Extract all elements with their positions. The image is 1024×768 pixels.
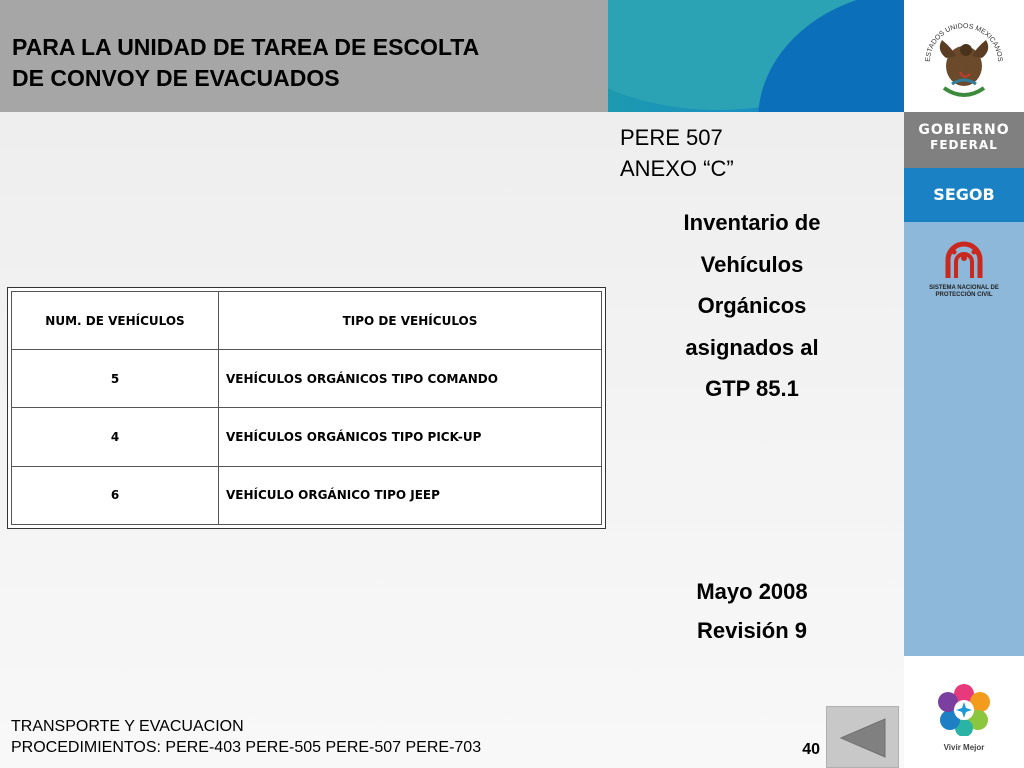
decorative-blue-band	[608, 0, 904, 112]
gobierno-federal-panel	[904, 112, 1024, 168]
mexican-coat-of-arms-icon	[916, 10, 1012, 104]
vivir-mejor-logo	[932, 684, 996, 752]
cell-num: 6	[12, 466, 219, 524]
vivir-mejor-panel	[904, 656, 1024, 768]
doc-ref-line1: PERE 507	[620, 125, 723, 150]
footer-line1: TRANSPORTE Y EVACUACION	[11, 718, 244, 735]
inventory-line2: Vehículos	[700, 251, 804, 277]
slide-title-line2: DE CONVOY DE EVACUADOS	[12, 65, 340, 91]
inventory-line3: Orgánicos	[697, 293, 807, 318]
document-reference	[620, 122, 734, 184]
date-revision-block	[632, 572, 872, 650]
footer	[11, 716, 481, 758]
table-row	[12, 408, 602, 466]
vehicles-table-frame	[7, 287, 606, 529]
back-button[interactable]	[826, 706, 899, 768]
table-row	[12, 350, 602, 408]
vivir-mejor-label: Vivir Mejor	[943, 743, 985, 752]
segob-panel: SEGOB	[904, 168, 1024, 222]
cell-type: VEHÍCULOS ORGÁNICOS TIPO PICK-UP	[219, 408, 602, 466]
cell-type: VEHÍCULOS ORGÁNICOS TIPO COMANDO	[219, 350, 602, 408]
revision-label: Revisión 9	[696, 618, 808, 643]
inventory-line1: Inventario de	[683, 210, 821, 235]
table-header-row	[12, 292, 602, 350]
proteccion-civil-line2: PROTECCIÓN CIVIL	[935, 292, 993, 298]
cell-num: 5	[12, 350, 219, 408]
footer-line2: PROCEDIMIENTOS: PERE-403 PERE-505 PERE-507 PERE-703	[11, 739, 482, 756]
table-row	[12, 466, 602, 524]
triangle-left-icon	[839, 717, 887, 759]
inventory-line5: GTP 85.1	[705, 376, 799, 401]
seal-text: ESTADOS UNIDOS MEXICANOS	[924, 22, 1004, 62]
slide-title	[12, 32, 608, 94]
cell-type: VEHÍCULO ORGÁNICO TIPO JEEP	[219, 466, 602, 524]
page-number: 40	[802, 741, 820, 758]
column-header-type: TIPO DE VEHÍCULOS	[219, 292, 602, 350]
sidebar-light-panel	[904, 222, 1024, 656]
inventory-heading	[632, 202, 872, 410]
sidebar	[904, 0, 1024, 768]
vivir-mejor-flower-icon	[932, 684, 996, 736]
proteccion-civil-logo	[924, 240, 1004, 299]
cell-num: 4	[12, 408, 219, 466]
doc-ref-line2: ANEXO “C”	[620, 156, 734, 181]
vehicles-table	[11, 291, 602, 525]
seal-panel	[904, 0, 1024, 112]
gobierno-label: GOBIERNO	[918, 122, 1010, 138]
inventory-line4: asignados al	[685, 334, 819, 360]
proteccion-civil-line1: SISTEMA NACIONAL DE	[929, 285, 999, 291]
federal-label: FEDERAL	[930, 138, 998, 152]
title-band	[0, 0, 608, 112]
column-header-num: NUM. DE VEHÍCULOS	[12, 292, 219, 350]
proteccion-civil-logo-icon	[942, 240, 986, 280]
date-label: Mayo 2008	[696, 579, 808, 604]
slide-title-line1: PARA LA UNIDAD DE TAREA DE ESCOLTA	[12, 34, 480, 60]
